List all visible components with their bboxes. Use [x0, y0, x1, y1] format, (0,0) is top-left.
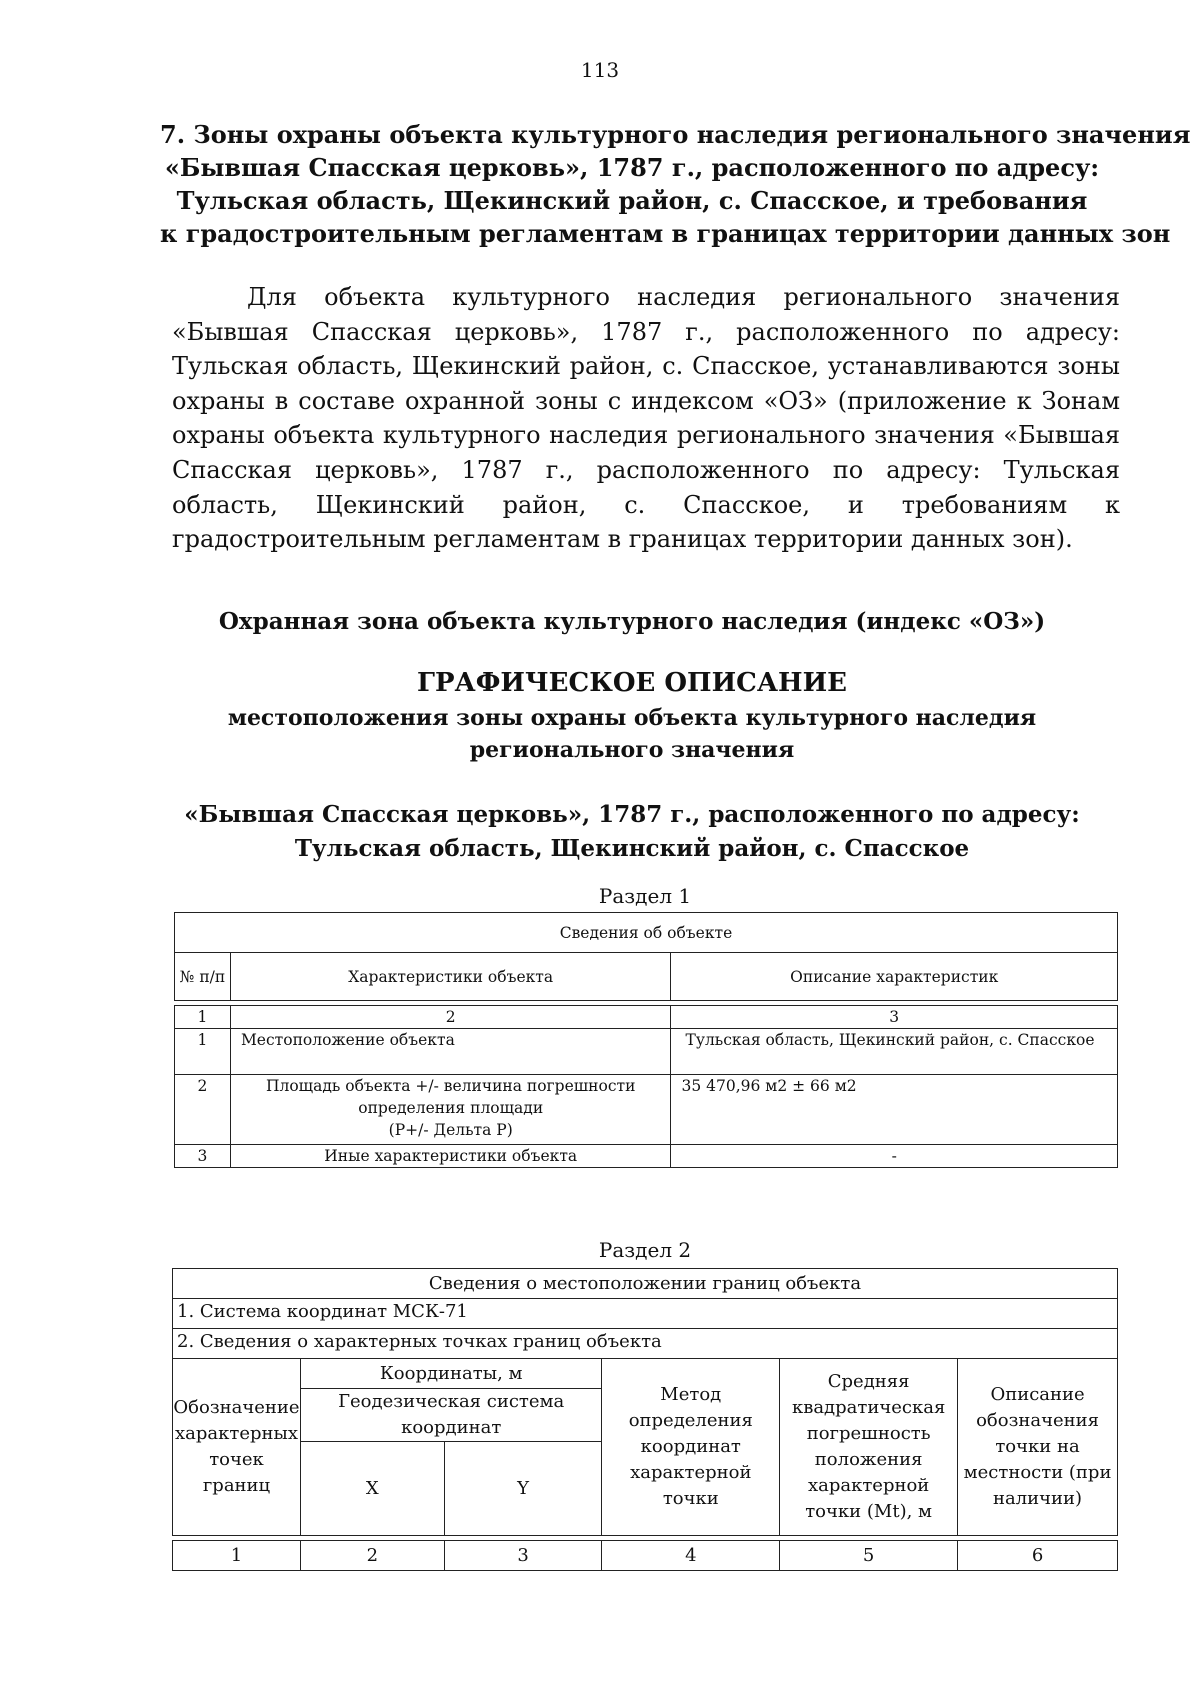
graphic-title: ГРАФИЧЕСКОЕ ОПИСАНИЕ [417, 668, 847, 698]
index-cell: 3 [671, 1006, 1118, 1029]
header-geodetic: Геодезическая система координат [300, 1389, 601, 1442]
heading-line: Тульская область, Щекинский район, с. Спасское, и требования [176, 186, 1088, 215]
section2-label: Раздел 2 [598, 1238, 692, 1262]
header-accuracy: Средняя квадратическая погрешность положения характерной точки (Mt), м [780, 1359, 958, 1536]
area-line: Площадь объекта +/- величина погрешности [265, 1077, 636, 1095]
header-designation: Обозначение характерных точек границ [173, 1359, 301, 1536]
header-method: Метод определения координат характерной точки [602, 1359, 780, 1536]
row-characteristic: Иные характеристики объекта [230, 1145, 671, 1168]
index-cell: 6 [958, 1541, 1118, 1571]
row-characteristic [230, 1075, 671, 1145]
points-info: 2. Сведения о характерных точках границ объекта [173, 1329, 1118, 1359]
row-description: 35 470,96 м2 ± 66 м2 [671, 1075, 1118, 1145]
header-coordinates: Координаты, м [300, 1359, 601, 1389]
table-row [175, 1075, 1118, 1145]
area-line: определения площади [358, 1099, 544, 1117]
heading-line: «Бывшая Спасская церковь», 1787 г., расположенного по адресу: [164, 153, 1100, 182]
subtitle-line: регионального значения [469, 737, 795, 763]
graphic-subtitle [160, 702, 1104, 766]
row-description: Тульская область, Щекинский район, с. Спасское [671, 1029, 1118, 1075]
row-characteristic: Местоположение объекта [230, 1029, 671, 1075]
row-number: 1 [175, 1029, 231, 1075]
header-point-description: Описание обозначения точки на местности (при наличии) [958, 1359, 1118, 1536]
index-cell: 1 [173, 1541, 301, 1571]
table-caption: Сведения о местоположении границ объекта [173, 1269, 1118, 1299]
row-description: - [671, 1145, 1118, 1168]
header-number: № п/п [175, 953, 231, 1001]
header-y: Y [444, 1442, 602, 1536]
index-cell: 4 [602, 1541, 780, 1571]
row-number: 2 [175, 1075, 231, 1145]
page-number: 113 [580, 58, 620, 82]
table-row [175, 1145, 1118, 1168]
object-info-table [174, 912, 1118, 1168]
heading-line: к градостроительным регламентам в границах территории данных зон [160, 219, 1171, 248]
table-row [175, 1029, 1118, 1075]
zone-title: Охранная зона объекта культурного наследия (индекс «ОЗ») [218, 608, 1046, 635]
index-cell: 2 [230, 1006, 671, 1029]
object-title-line: «Бывшая Спасская церковь», 1787 г., расположенного по адресу: [184, 801, 1080, 828]
header-characteristics: Характеристики объекта [230, 953, 671, 1001]
object-title [160, 798, 1104, 866]
area-line: (P+/- Дельта P) [388, 1121, 513, 1139]
coord-system: 1. Система координат МСК-71 [173, 1299, 1118, 1329]
index-cell: 3 [444, 1541, 602, 1571]
index-cell: 1 [175, 1006, 231, 1029]
index-cell: 5 [780, 1541, 958, 1571]
section-heading [160, 118, 1191, 250]
section1-label: Раздел 1 [598, 884, 692, 908]
index-cell: 2 [300, 1541, 444, 1571]
object-title-line: Тульская область, Щекинский район, с. Спасское [294, 835, 970, 862]
boundary-table [172, 1268, 1118, 1571]
heading-line: 7. Зоны охраны объекта культурного наследия регионального значения [160, 120, 1191, 149]
header-x: X [300, 1442, 444, 1536]
row-number: 3 [175, 1145, 231, 1168]
intro-paragraph: Для объекта культурного наследия регионального значения «Бывшая Спасская церковь», 1787 г., расположенного по адресу: Тульская область, Щекинский район, с. Спасское, устанавливаются зоны охраны в составе охранной зоны с индексом «ОЗ» (приложение к Зонам охраны объекта культурного наследия регионального значения «Бывшая Спасская церковь», 1787 г., расположенного по адресу: Тульская область, Щекинский район, с. Спасское, и требованиям к градостроительным регламентам в границах территории данных зон). [172, 283, 1120, 554]
header-description: Описание характеристик [671, 953, 1118, 1001]
table-caption: Сведения об объекте [175, 913, 1118, 953]
subtitle-line: местоположения зоны охраны объекта культурного наследия [227, 705, 1037, 731]
